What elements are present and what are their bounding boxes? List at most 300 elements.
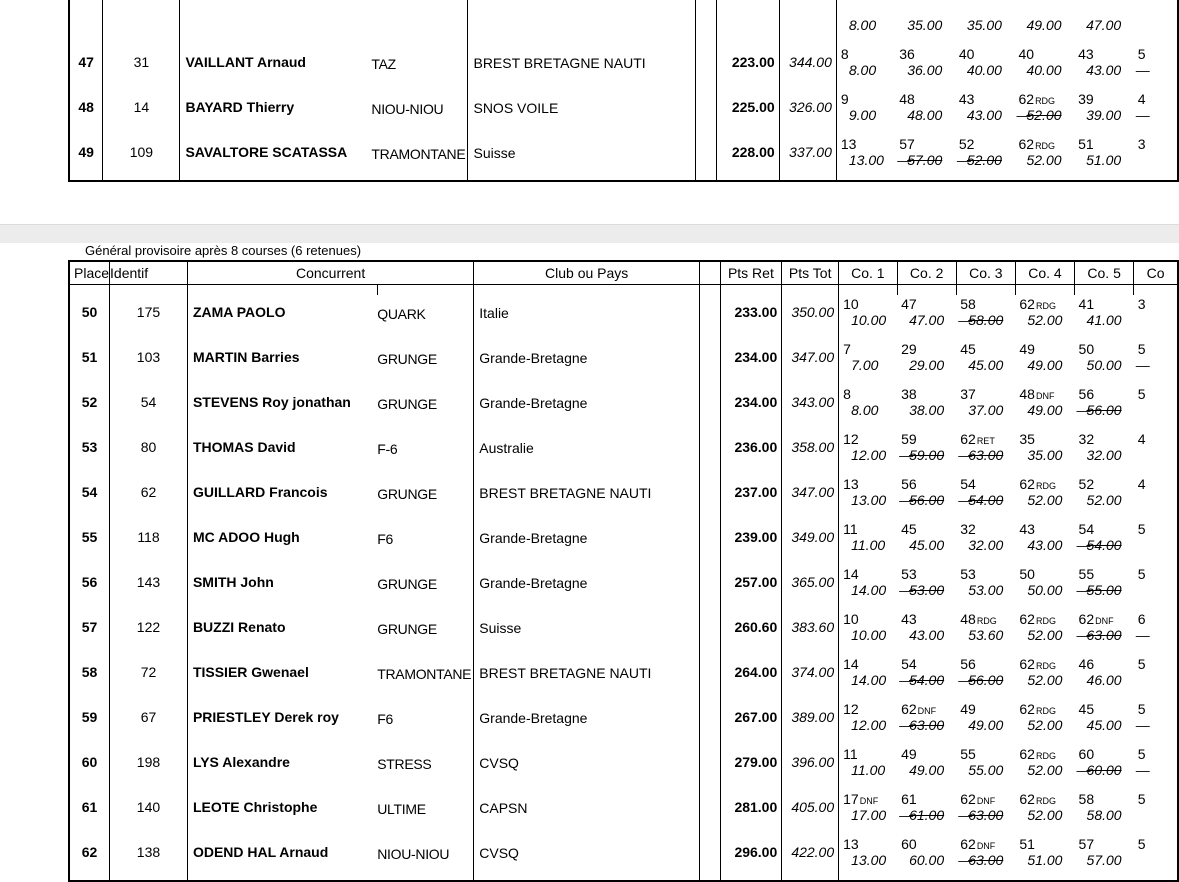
col-header-blank	[700, 261, 720, 285]
race-cell	[897, 475, 956, 520]
race-rank-value: 14	[843, 656, 859, 672]
boat-name: NIOU-NIOU	[377, 846, 450, 862]
race-rank	[899, 45, 955, 62]
race-cell	[1015, 700, 1074, 745]
race-rank	[843, 340, 897, 357]
place-cell	[69, 0, 103, 45]
race-cell	[836, 0, 895, 45]
race-cell	[956, 655, 1015, 700]
race-rank-value: 32	[960, 521, 976, 537]
race-rank-value: 8	[840, 46, 849, 62]
race-rank	[1079, 340, 1134, 357]
race-rank	[901, 700, 956, 717]
ident-cell: 118	[110, 520, 188, 565]
race-rank	[1019, 520, 1074, 537]
blank-cell	[696, 90, 717, 135]
race-rank	[1079, 835, 1134, 852]
race-rank	[1138, 565, 1177, 582]
race-cell	[897, 655, 956, 700]
race-rank-value: 62	[1019, 701, 1035, 717]
race-rank-value: 32	[1078, 431, 1095, 447]
pts-ret-cell: 281.00	[720, 790, 782, 835]
race-rank	[959, 45, 1015, 62]
competitor-name: MC ADOO Hugh	[187, 520, 377, 565]
race-rank-value: 62	[1078, 611, 1095, 627]
club-cell: Grande-Bretagne	[474, 340, 700, 385]
ident-cell	[103, 0, 180, 45]
pts-tot-cell: 350.00	[782, 295, 839, 340]
race-cell	[1075, 340, 1134, 385]
pts-tot-cell: 337.00	[779, 135, 836, 181]
race-cell	[1075, 475, 1134, 520]
club-cell	[468, 0, 696, 45]
race-cell	[1015, 790, 1074, 835]
race-score-discarded: — 63.00	[901, 717, 956, 733]
race-score: 38.00	[909, 402, 945, 418]
col-header-race-3: Co. 3	[956, 261, 1015, 285]
race-rank-value: 47	[901, 296, 917, 312]
pts-ret-cell: 223.00	[717, 45, 779, 90]
race-cell	[1014, 45, 1074, 90]
race-cell	[1075, 790, 1134, 835]
race-rank	[1138, 340, 1177, 357]
race-rank	[1138, 385, 1177, 402]
race-rank	[1079, 700, 1134, 717]
race-score: 47.00	[909, 312, 945, 328]
race-score-discarded	[1138, 62, 1177, 78]
race-rank-value: 62	[1019, 296, 1035, 312]
table-row	[69, 135, 1178, 181]
club-cell: BREST BRETAGNE NAUTI	[468, 45, 696, 90]
race-rank	[841, 135, 895, 152]
race-rank-value: 62	[1019, 656, 1035, 672]
spacer-cell	[782, 285, 839, 296]
race-score-discarded: — 63.00	[1079, 627, 1134, 643]
race-rank-value: 62	[1019, 611, 1035, 627]
race-rank-value: 60	[901, 836, 917, 852]
race-cell	[897, 835, 956, 881]
boat-name: GRUNGE	[377, 576, 437, 592]
race-rank	[1078, 135, 1134, 152]
table-header-row	[69, 261, 1178, 285]
race-cell	[1134, 385, 1178, 430]
race-rank	[960, 655, 1015, 672]
race-code: DNF	[859, 796, 879, 806]
race-rank	[960, 385, 1015, 402]
race-cell	[897, 340, 956, 385]
boat-name: GRUNGE	[377, 621, 437, 637]
col-header-club: Club ou Pays	[474, 261, 700, 285]
race-code: RDG	[1035, 706, 1056, 716]
competitor-name: ZAMA PAOLO	[187, 295, 377, 340]
race-rank-value: 45	[1078, 701, 1095, 717]
race-cell	[836, 90, 895, 135]
race-cell	[1134, 745, 1178, 790]
race-score: 17.00	[851, 807, 887, 823]
race-rank	[843, 475, 897, 492]
race-code: RDG	[1035, 661, 1056, 671]
race-rank-value: 62	[1018, 136, 1035, 152]
club-cell: Grande-Bretagne	[474, 565, 700, 610]
place-cell: 59	[81, 709, 98, 725]
race-score: 9.00	[848, 107, 877, 123]
race-rank	[960, 745, 1015, 762]
race-score-discarded: — 54.00	[1079, 537, 1134, 553]
race-score: 46.00	[1086, 672, 1122, 688]
race-score-discarded	[1138, 627, 1177, 643]
race-rank	[841, 0, 895, 17]
race-rank	[901, 340, 956, 357]
race-cell	[897, 610, 956, 655]
race-rank	[1018, 135, 1074, 152]
race-cell	[1075, 565, 1134, 610]
race-score	[1138, 17, 1177, 33]
table-row	[69, 385, 1178, 430]
race-rank-value: 56	[1078, 386, 1095, 402]
race-score: 13.00	[848, 152, 884, 168]
race-score-discarded	[1138, 107, 1177, 123]
blank-cell	[696, 45, 717, 90]
race-cell	[839, 610, 897, 655]
race-cell	[1015, 745, 1074, 790]
race-rank-value: 35	[1019, 431, 1035, 447]
race-rank	[843, 295, 897, 312]
race-code: DNF	[917, 706, 937, 716]
race-rank	[901, 475, 956, 492]
race-rank-value: 49	[1019, 341, 1035, 357]
race-score-discarded	[1138, 357, 1177, 373]
race-rank	[960, 565, 1015, 582]
race-cell	[839, 385, 897, 430]
race-score: 37.00	[968, 402, 1004, 418]
club-cell: CVSQ	[474, 835, 700, 881]
race-cell	[836, 135, 895, 181]
race-score: 13.00	[851, 492, 887, 508]
race-rank	[899, 90, 955, 107]
ident-cell: 62	[110, 475, 188, 520]
pts-tot-cell: 358.00	[782, 430, 839, 475]
race-rank	[1138, 700, 1177, 717]
race-score: 50.00	[1027, 582, 1063, 598]
race-rank-value: 53	[960, 566, 976, 582]
race-rank	[1079, 655, 1134, 672]
race-score: 35.00	[907, 17, 943, 33]
race-rank	[1019, 610, 1074, 627]
race-rank-value: 45	[960, 341, 976, 357]
race-rank-value: 5	[1137, 386, 1146, 402]
race-score: 52.00	[1086, 492, 1122, 508]
place-cell: 55	[81, 529, 98, 545]
race-rank-value: 5	[1137, 566, 1146, 582]
race-code: RDG	[1035, 751, 1056, 761]
pts-ret-cell: 279.00	[720, 745, 782, 790]
race-rank-value: 40	[958, 46, 975, 62]
club-cell: BREST BRETAGNE NAUTI	[474, 655, 700, 700]
place-cell: 49	[78, 144, 94, 160]
spacer-cell	[187, 285, 377, 296]
race-rank-value: 43	[958, 91, 975, 107]
race-rank-value: 57	[1078, 836, 1095, 852]
race-cell	[1075, 700, 1134, 745]
race-rank-value: 58	[1078, 791, 1095, 807]
race-score: 43.00	[1027, 537, 1063, 553]
race-score: 49.00	[1027, 402, 1063, 418]
ident-cell: 31	[103, 45, 180, 90]
race-cell	[897, 295, 956, 340]
race-rank-value: 13	[843, 476, 859, 492]
race-rank	[901, 520, 956, 537]
race-rank-value: 8	[843, 386, 851, 402]
race-score-discarded: — 54.00	[960, 492, 1015, 508]
race-rank-value: 3	[1137, 136, 1146, 152]
standings-caption: Général provisoire après 8 courses (6 retenues)	[85, 243, 362, 258]
race-rank-value: 54	[1078, 521, 1095, 537]
race-rank	[960, 790, 1015, 807]
race-score: 35.00	[966, 17, 1002, 33]
race-score-discarded: — 59.00	[901, 447, 956, 463]
race-score: 12.00	[851, 447, 887, 463]
race-cell	[897, 745, 956, 790]
race-rank	[1019, 385, 1074, 402]
race-score: 52.00	[1027, 717, 1063, 733]
competitor-name: BAYARD Thierry	[180, 90, 371, 135]
race-score: 49.00	[909, 762, 945, 778]
place-cell: 54	[81, 484, 98, 500]
pts-tot-cell: 374.00	[782, 655, 839, 700]
race-cell	[839, 475, 897, 520]
race-score: 14.00	[851, 582, 887, 598]
race-cell	[1074, 90, 1134, 135]
race-rank	[1138, 655, 1177, 672]
race-rank	[901, 385, 956, 402]
race-rank-value: 54	[901, 656, 917, 672]
club-cell: Suisse	[474, 610, 700, 655]
ident-cell: 175	[110, 295, 188, 340]
race-rank-value: 49	[960, 701, 976, 717]
boat-name: F6	[377, 531, 393, 547]
race-rank	[1019, 475, 1074, 492]
blank-cell	[700, 655, 720, 700]
race-rank	[843, 655, 897, 672]
race-score	[1138, 492, 1177, 508]
race-score: 14.00	[851, 672, 887, 688]
race-rank-value: 40	[1018, 46, 1035, 62]
blank-cell	[700, 745, 720, 790]
race-rank-value: 57	[899, 136, 915, 152]
race-cell	[1014, 90, 1074, 135]
col-header-race-2: Co. 2	[897, 261, 956, 285]
race-rank-value: 62	[960, 431, 976, 447]
boat-name: GRUNGE	[377, 486, 437, 502]
col-header-pts-tot: Pts Tot	[782, 261, 839, 285]
race-rank	[1079, 385, 1134, 402]
race-score: 50.00	[1086, 357, 1122, 373]
race-cell	[897, 700, 956, 745]
race-rank	[1019, 295, 1074, 312]
race-code: RDG	[1035, 481, 1056, 491]
blank-cell	[700, 385, 720, 430]
club-cell: Grande-Bretagne	[474, 520, 700, 565]
race-cell	[839, 835, 897, 881]
race-rank	[1138, 90, 1177, 107]
race-score: 48.00	[907, 107, 943, 123]
pts-ret-cell: 296.00	[720, 835, 782, 881]
boat-name: GRUNGE	[377, 396, 437, 412]
race-rank	[1019, 745, 1074, 762]
race-score: 51.00	[1027, 852, 1063, 868]
race-score: 58.00	[1086, 807, 1122, 823]
pts-tot-cell: 326.00	[779, 90, 836, 135]
race-rank-value: 11	[843, 521, 858, 537]
competitor-name: THOMAS David	[187, 430, 377, 475]
race-rank	[1078, 45, 1134, 62]
race-score: 11.00	[851, 762, 886, 778]
race-cell	[1134, 835, 1178, 881]
race-cell	[839, 430, 897, 475]
race-score-discarded: — 63.00	[960, 447, 1015, 463]
race-rank	[960, 295, 1015, 312]
pts-tot-cell: 396.00	[782, 745, 839, 790]
race-rank	[901, 610, 956, 627]
race-cell	[1134, 475, 1178, 520]
race-rank-value: 12	[843, 431, 859, 447]
race-rank-value: 29	[901, 341, 917, 357]
results-page-top	[0, 0, 1179, 224]
boat-name: GRUNGE	[377, 351, 437, 367]
race-rank	[1079, 430, 1134, 447]
race-score: 52.00	[1027, 312, 1063, 328]
competitor-name: BUZZI Renato	[187, 610, 377, 655]
club-cell: SNOS VOILE	[468, 90, 696, 135]
race-cell	[1015, 385, 1074, 430]
place-cell: 62	[81, 844, 98, 860]
club-cell: Italie	[474, 295, 700, 340]
race-cell	[1134, 0, 1178, 45]
race-cell	[1134, 295, 1178, 340]
race-score: 10.00	[851, 627, 887, 643]
spacer-cell	[474, 285, 700, 296]
spacer-cell	[839, 285, 897, 296]
race-rank	[1018, 0, 1074, 17]
race-rank-value: 7	[843, 341, 851, 357]
race-score: 8.00	[848, 17, 877, 33]
race-code: RDG	[1035, 796, 1056, 806]
race-cell	[1075, 745, 1134, 790]
race-rank	[843, 835, 897, 852]
race-cell	[1134, 340, 1178, 385]
competitor-name: LYS Alexandre	[187, 745, 377, 790]
club-cell: CVSQ	[474, 745, 700, 790]
race-rank-value: 39	[1078, 91, 1094, 107]
competitor-name: STEVENS Roy jonathan	[187, 385, 377, 430]
race-rank	[1019, 655, 1074, 672]
boat-name: F-6	[377, 441, 398, 457]
pts-ret-cell: 257.00	[720, 565, 782, 610]
race-score-discarded: — 56.00	[960, 672, 1015, 688]
race-cell	[956, 565, 1015, 610]
race-rank	[901, 745, 956, 762]
race-rank	[1079, 475, 1134, 492]
race-score: 45.00	[909, 537, 945, 553]
table-row	[69, 700, 1178, 745]
race-rank	[1019, 835, 1074, 852]
race-cell	[895, 0, 955, 45]
blank-cell	[700, 520, 720, 565]
race-cell	[1015, 835, 1074, 881]
pts-tot-cell: 383.60	[782, 610, 839, 655]
col-header-pts-ret: Pts Ret	[720, 261, 782, 285]
race-cell	[956, 745, 1015, 790]
race-rank-value: 59	[901, 431, 917, 447]
race-score: 52.00	[1027, 492, 1063, 508]
race-rank-value: 4	[1137, 431, 1146, 447]
pts-ret-cell: 233.00	[720, 295, 782, 340]
boat-name: ULTIME	[377, 801, 426, 817]
place-cell: 50	[81, 304, 98, 320]
race-score: 40.00	[966, 62, 1002, 78]
competitor-name: GUILLARD Francois	[187, 475, 377, 520]
race-rank	[1138, 45, 1177, 62]
pts-ret-cell: 225.00	[717, 90, 779, 135]
race-rank	[1019, 700, 1074, 717]
table-row	[69, 520, 1178, 565]
race-rank-value: 62	[960, 836, 976, 852]
race-score: 36.00	[907, 62, 943, 78]
race-cell	[897, 790, 956, 835]
competitor-name: PRIESTLEY Derek roy	[187, 700, 377, 745]
race-rank	[841, 90, 895, 107]
race-cell	[956, 430, 1015, 475]
race-score	[1138, 672, 1177, 688]
club-cell: Grande-Bretagne	[474, 385, 700, 430]
race-score: 8.00	[851, 402, 879, 418]
race-cell	[1134, 655, 1178, 700]
ident-cell: 138	[110, 835, 188, 881]
race-score: 53.60	[968, 627, 1004, 643]
race-score	[1138, 447, 1177, 463]
table-row	[69, 835, 1178, 881]
ident-cell: 140	[110, 790, 188, 835]
results-table	[68, 260, 1179, 882]
col-header-race-4: Co. 4	[1015, 261, 1074, 285]
race-rank	[1078, 0, 1134, 17]
table-spacer-row	[69, 285, 1178, 296]
race-score: 41.00	[1086, 312, 1122, 328]
race-rank	[901, 565, 956, 582]
results-page-main	[0, 243, 1179, 868]
boat-name: STRESS	[377, 756, 432, 772]
race-cell	[1015, 610, 1074, 655]
race-rank	[1079, 520, 1134, 537]
ident-cell: 72	[110, 655, 188, 700]
race-rank	[1138, 745, 1177, 762]
race-cell	[1075, 430, 1134, 475]
race-cell	[1015, 295, 1074, 340]
race-rank-value: 62	[1018, 91, 1035, 107]
race-rank	[960, 475, 1015, 492]
race-code: RDG	[1035, 616, 1056, 626]
race-rank	[843, 790, 897, 807]
race-score-discarded: — 57.00	[899, 152, 955, 168]
race-rank-value: 41	[1078, 296, 1095, 312]
race-score-discarded: — 61.00	[901, 807, 956, 823]
club-cell: CAPSN	[474, 790, 700, 835]
race-rank	[843, 700, 897, 717]
race-rank	[843, 565, 897, 582]
race-cell	[956, 520, 1015, 565]
spacer-cell	[110, 285, 188, 296]
race-rank	[1079, 790, 1134, 807]
